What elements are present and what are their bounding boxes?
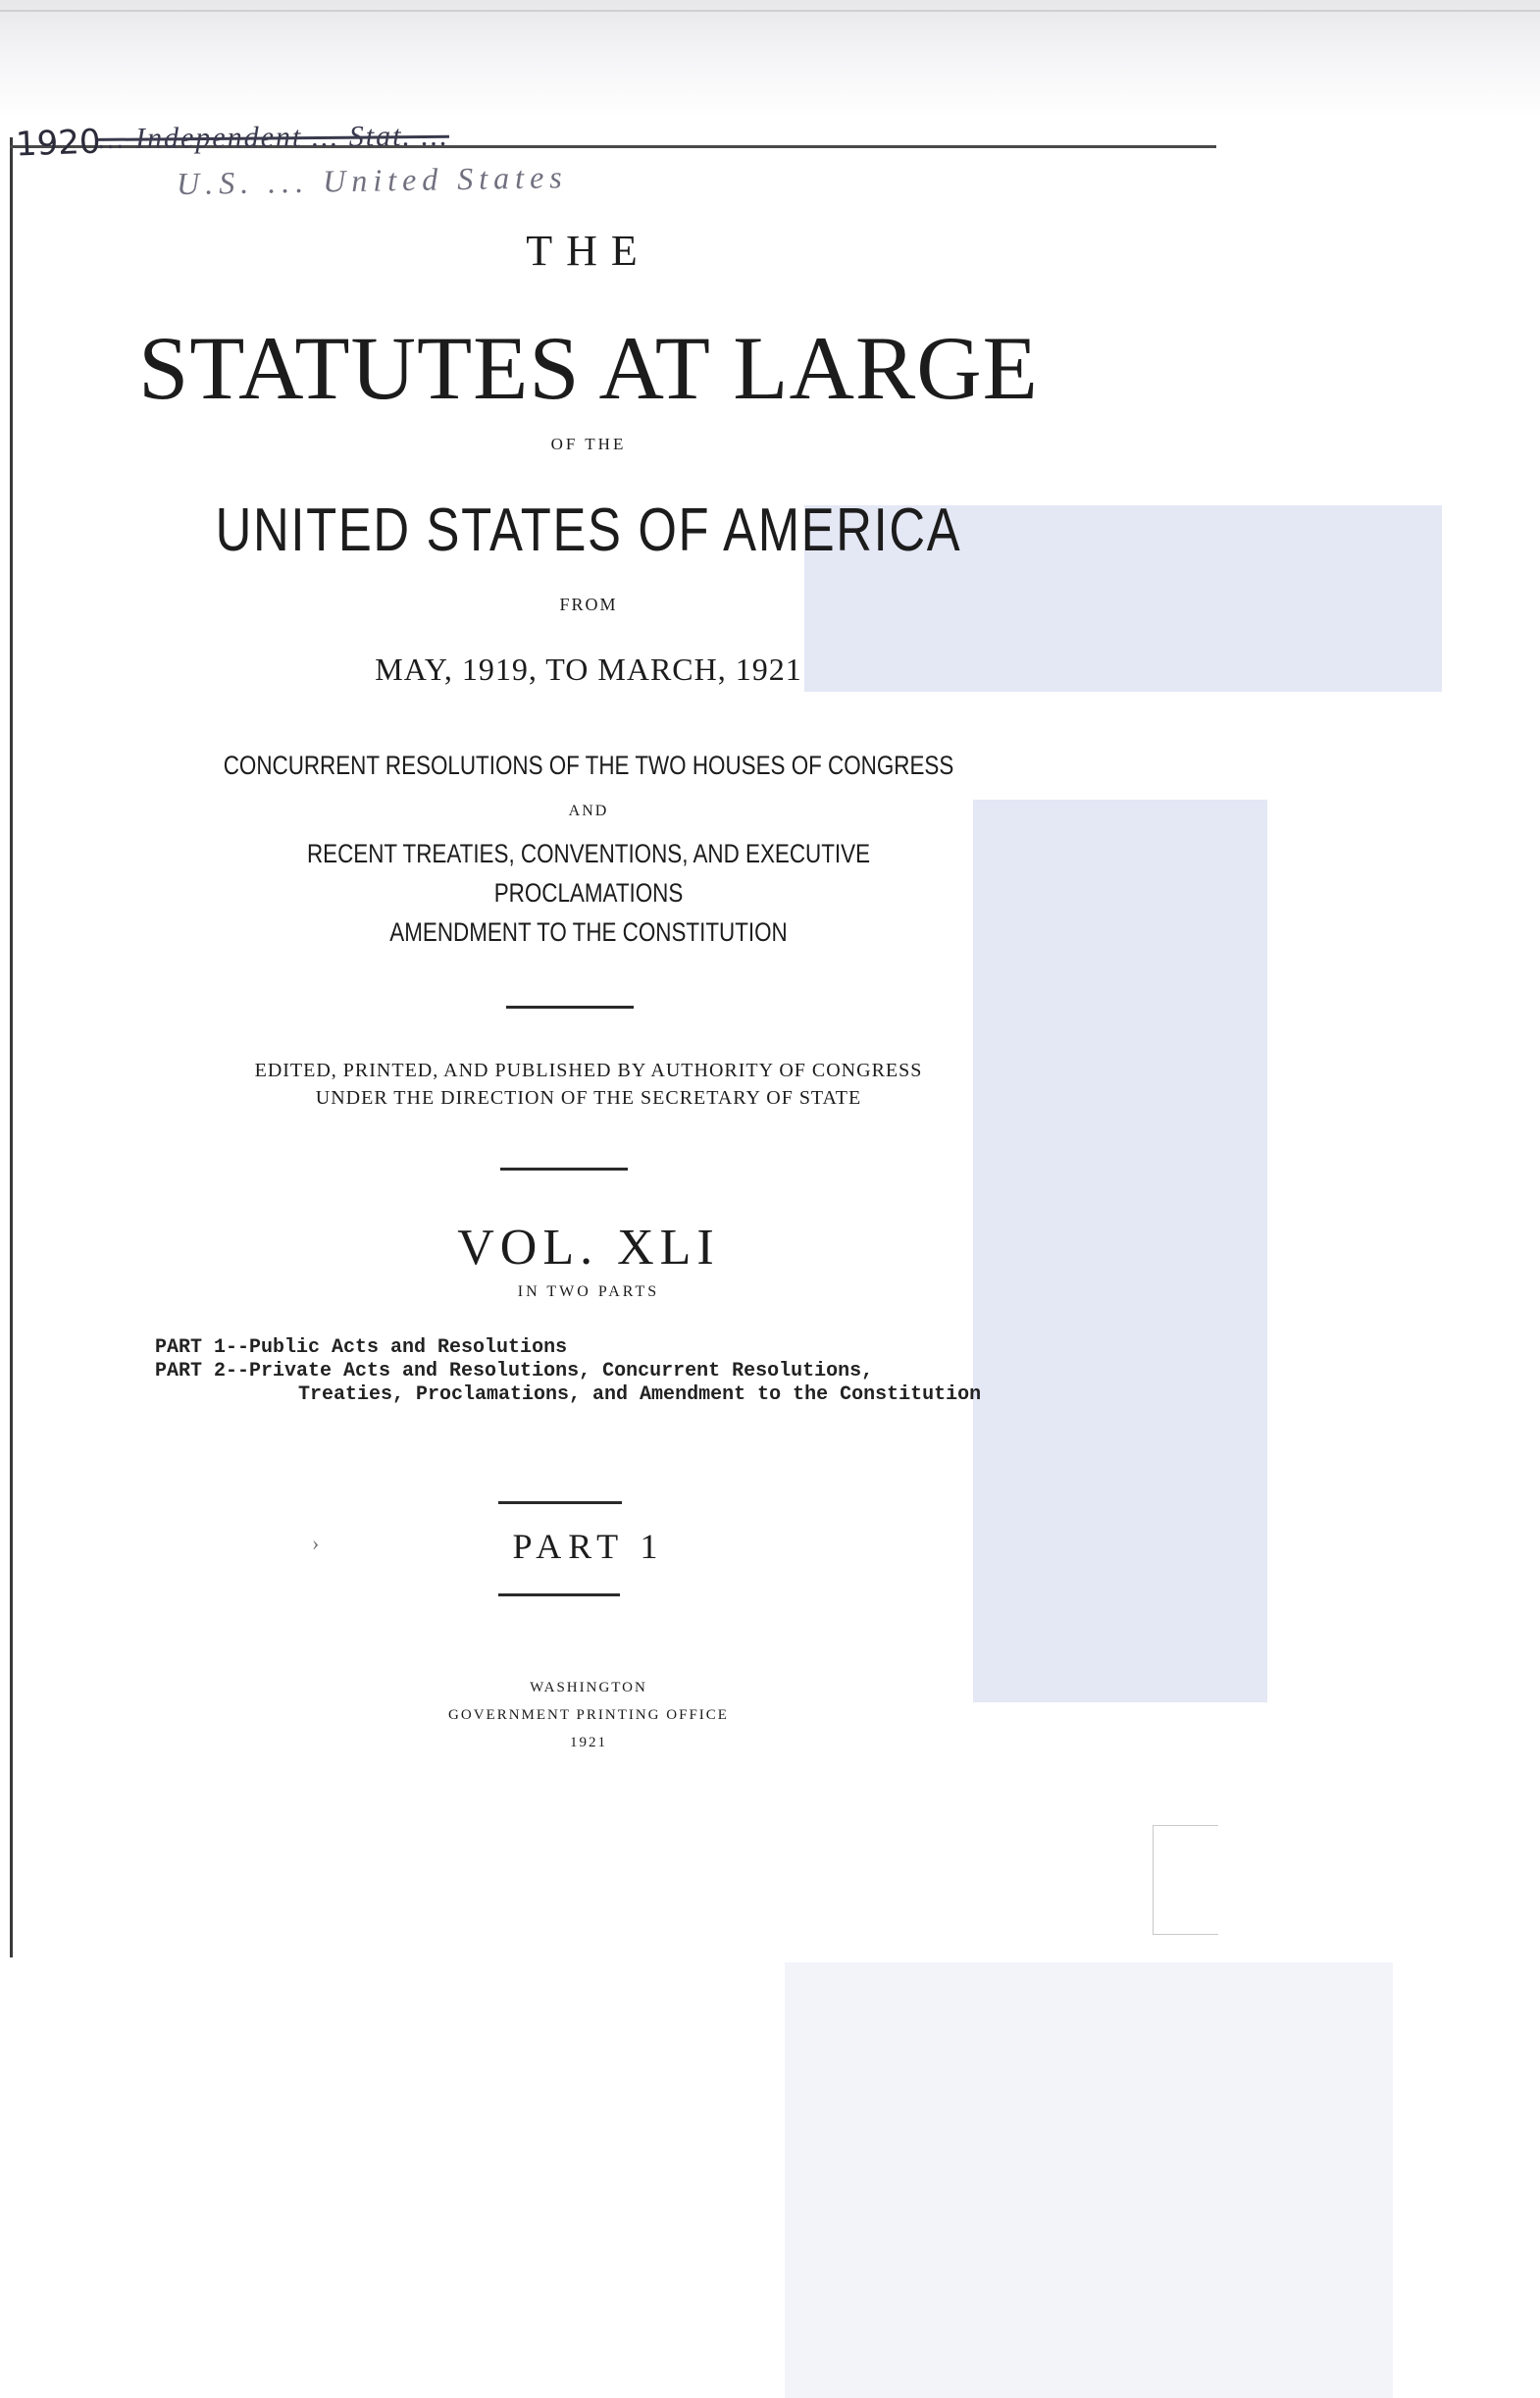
- part-2-description-continued: Treaties, Proclamations, and Amendment to the Constitution: [298, 1383, 982, 1406]
- imprint-year: 1921: [570, 1735, 607, 1750]
- contents-and: AND: [568, 803, 609, 819]
- handwritten-year: 1920: [15, 122, 102, 165]
- divider-rule: [500, 1168, 628, 1171]
- divider-rule: [498, 1593, 620, 1596]
- parts-note: IN TWO PARTS: [517, 1283, 660, 1300]
- contents-concurrent-resolutions: CONCURRENT RESOLUTIONS OF THE TWO HOUSES OF CONGRESS: [223, 751, 954, 780]
- stray-mark: ›: [312, 1531, 320, 1555]
- part-1-description: PART 1--Public Acts and Resolutions: [155, 1336, 568, 1359]
- contents-proclamations: PROCLAMATIONS: [493, 878, 684, 908]
- authority-line-2: UNDER THE DIRECTION OF THE SECRETARY OF STATE: [315, 1087, 862, 1109]
- date-range: MAY, 1919, TO MARCH, 1921: [375, 652, 802, 687]
- contents-treaties: RECENT TREATIES, CONVENTIONS, AND EXECUTIVE: [306, 839, 871, 868]
- country-title: UNITED STATES OF AMERICA: [215, 496, 962, 564]
- title-of-the: OF THE: [550, 435, 627, 453]
- parts-list: [155, 1336, 989, 1407]
- part-2-description: PART 2--Private Acts and Resolutions, Concurrent Resolutions,: [155, 1360, 874, 1382]
- imprint-city: WASHINGTON: [530, 1680, 647, 1695]
- part-heading: PART 1: [512, 1527, 665, 1566]
- volume-label: VOL. XLI: [457, 1220, 720, 1276]
- divider-rule: [498, 1501, 622, 1504]
- handwritten-note-top: ... Independent ... Stat. ...: [97, 119, 450, 155]
- authority-line-1: EDITED, PRINTED, AND PUBLISHED BY AUTHORITY OF CONGRESS: [254, 1060, 923, 1081]
- divider-rule: [506, 1006, 634, 1009]
- scan-blue-tint-lower: [785, 1962, 1393, 2398]
- left-margin-rule: [10, 137, 13, 1957]
- scan-corner-artifact: [1153, 1825, 1218, 1935]
- contents-amendment: AMENDMENT TO THE CONSTITUTION: [389, 917, 788, 947]
- scan-top-shadow: [0, 0, 1540, 118]
- handwritten-note-second: U.S. ... United States: [176, 159, 568, 202]
- imprint-office: GOVERNMENT PRINTING OFFICE: [448, 1707, 729, 1723]
- from-label: FROM: [559, 595, 618, 614]
- main-title: STATUTES AT LARGE: [138, 318, 1039, 418]
- title-the: THE: [526, 227, 651, 275]
